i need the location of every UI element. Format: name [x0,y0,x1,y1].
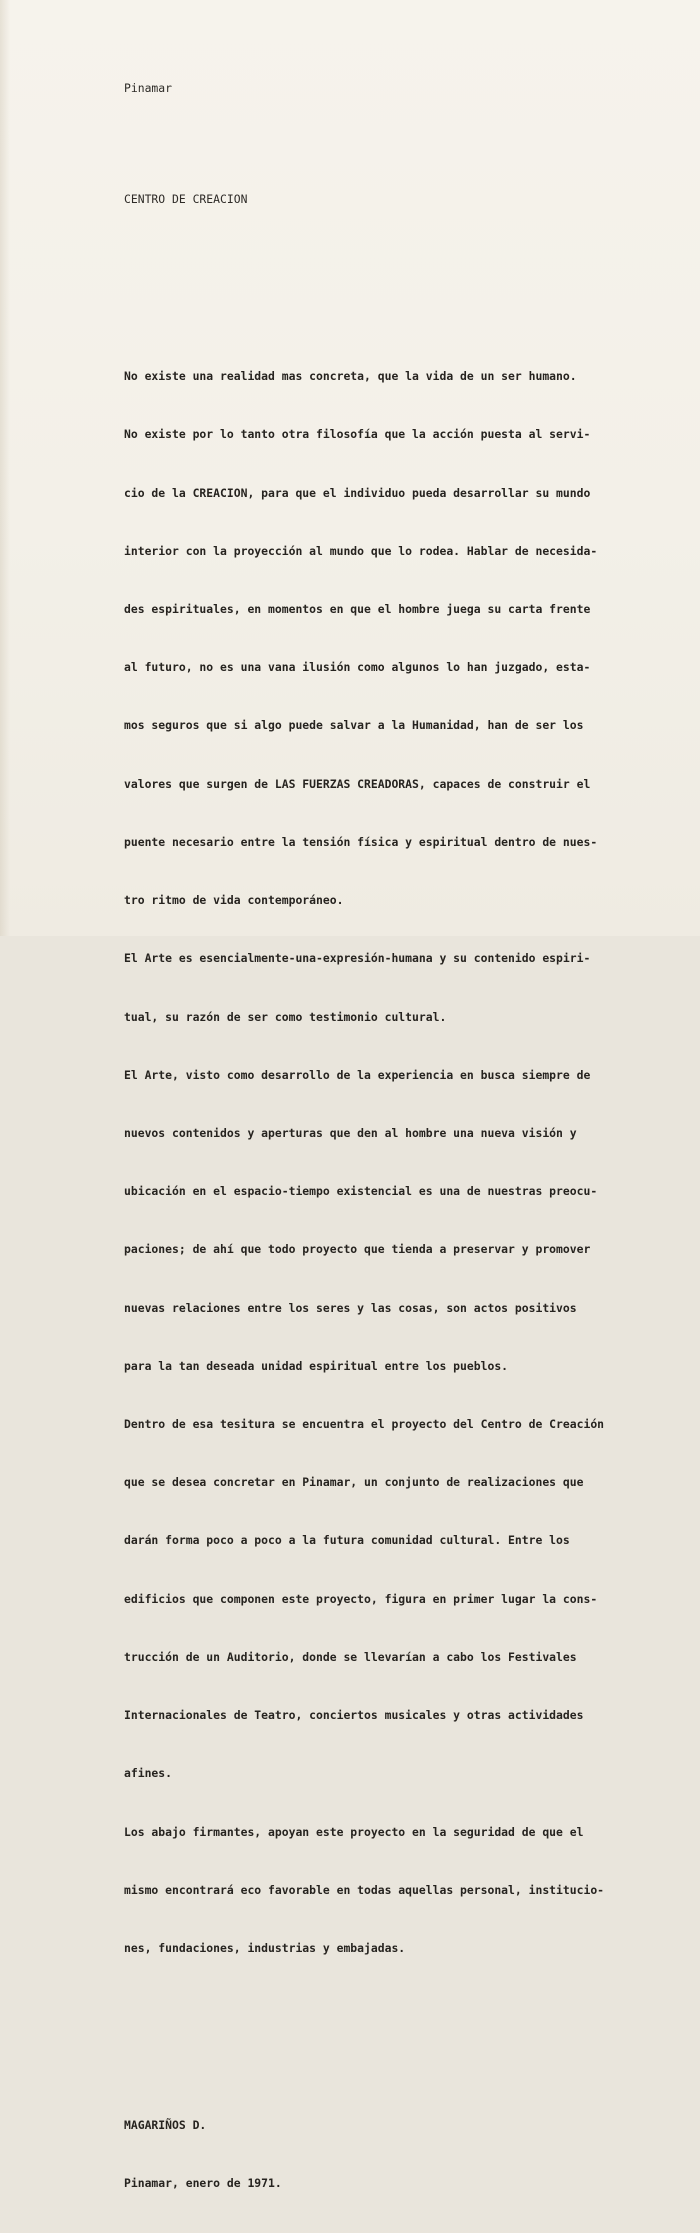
body-line: El Arte, visto como desarrollo de la experiencia en busca siempre de [124,1067,591,1082]
body-line: interior con la proyección al mundo que lo rodea. Hablar de necesida- [124,543,598,558]
body-line: trucción de un Auditorio, donde se llevarían a cabo los Festivales [124,1649,577,1664]
body-text [124,328,664,1997]
body-line: nes, fundaciones, industrias y embajadas. [124,1941,406,1955]
body-line: que se desea concretar en Pinamar, un conjunto de realizaciones que [124,1475,584,1490]
header-place: Pinamar [124,80,173,95]
body-line: des espirituales, en momentos en que el hombre juega su carta frente [124,601,591,616]
body-line: Dentro de esa tesitura se encuentra el proyecto del Centro de Creación [124,1417,605,1432]
body-line: puente necesario entre la tensión física y espiritual dentro de nues- [124,834,598,849]
body-line: al futuro, no es una vana ilusión como algunos lo han juzgado, esta- [124,660,591,675]
body-line: No existe por lo tanto otra filosofía que la acción puesta al servi- [124,427,591,442]
body-line: nuevos contenidos y aperturas que den al hombre una nueva visión y [124,1125,577,1140]
body-line: ubicación en el espacio-tiempo existencial es una de nuestras preocu- [124,1184,598,1199]
body-line: tual, su razón de ser como testimonio cultural. [124,1009,447,1024]
typed-letter [124,40,664,2233]
signature-place-date: Pinamar, enero de 1971. [124,2176,282,2191]
body-line: tro ritmo de vida contemporáneo. [124,893,344,908]
spacer [124,137,664,151]
body-line: nuevas relaciones entre los seres y las cosas, son actos positivos [124,1300,577,1315]
signature-name: MAGARIÑOS D. [124,2118,207,2133]
document-title: CENTRO DE CREACION [124,191,248,206]
body-line: cio de la CREACION, para que el individuo pueda desarrollar su mundo [124,485,591,500]
body-line: para la tan deseada unidad espiritual entre los pueblos. [124,1358,509,1373]
spacer [124,248,664,270]
spacer [124,2055,664,2077]
body-line: paciones; de ahí que todo proyecto que tienda a preservar y promover [124,1242,591,1257]
body-line: edificios que componen este proyecto, figura en primer lugar la cons- [124,1591,598,1606]
body-line: darán forma poco a poco a la futura comunidad cultural. Entre los [124,1533,570,1548]
body-line: Internacionales de Teatro, conciertos musicales y otras actividades [124,1708,584,1723]
body-line: valores que surgen de LAS FUERZAS CREADORAS, capaces de construir el [124,776,591,791]
body-line: No existe una realidad mas concreta, que la vida de un ser humano. [124,369,577,384]
body-line: mismo encontrará eco favorable en todas aquellas personal, institucio- [124,1882,605,1897]
body-line: El Arte es esencialmente-una-expresión-humana y su contenido espiri- [124,951,591,966]
body-line: mos seguros que si algo puede salvar a la Humanidad, han de ser los [124,718,584,733]
body-line: afines. [124,1766,173,1781]
body-line: Los abajo firmantes, apoyan este proyecto en la seguridad de que el [124,1824,584,1839]
